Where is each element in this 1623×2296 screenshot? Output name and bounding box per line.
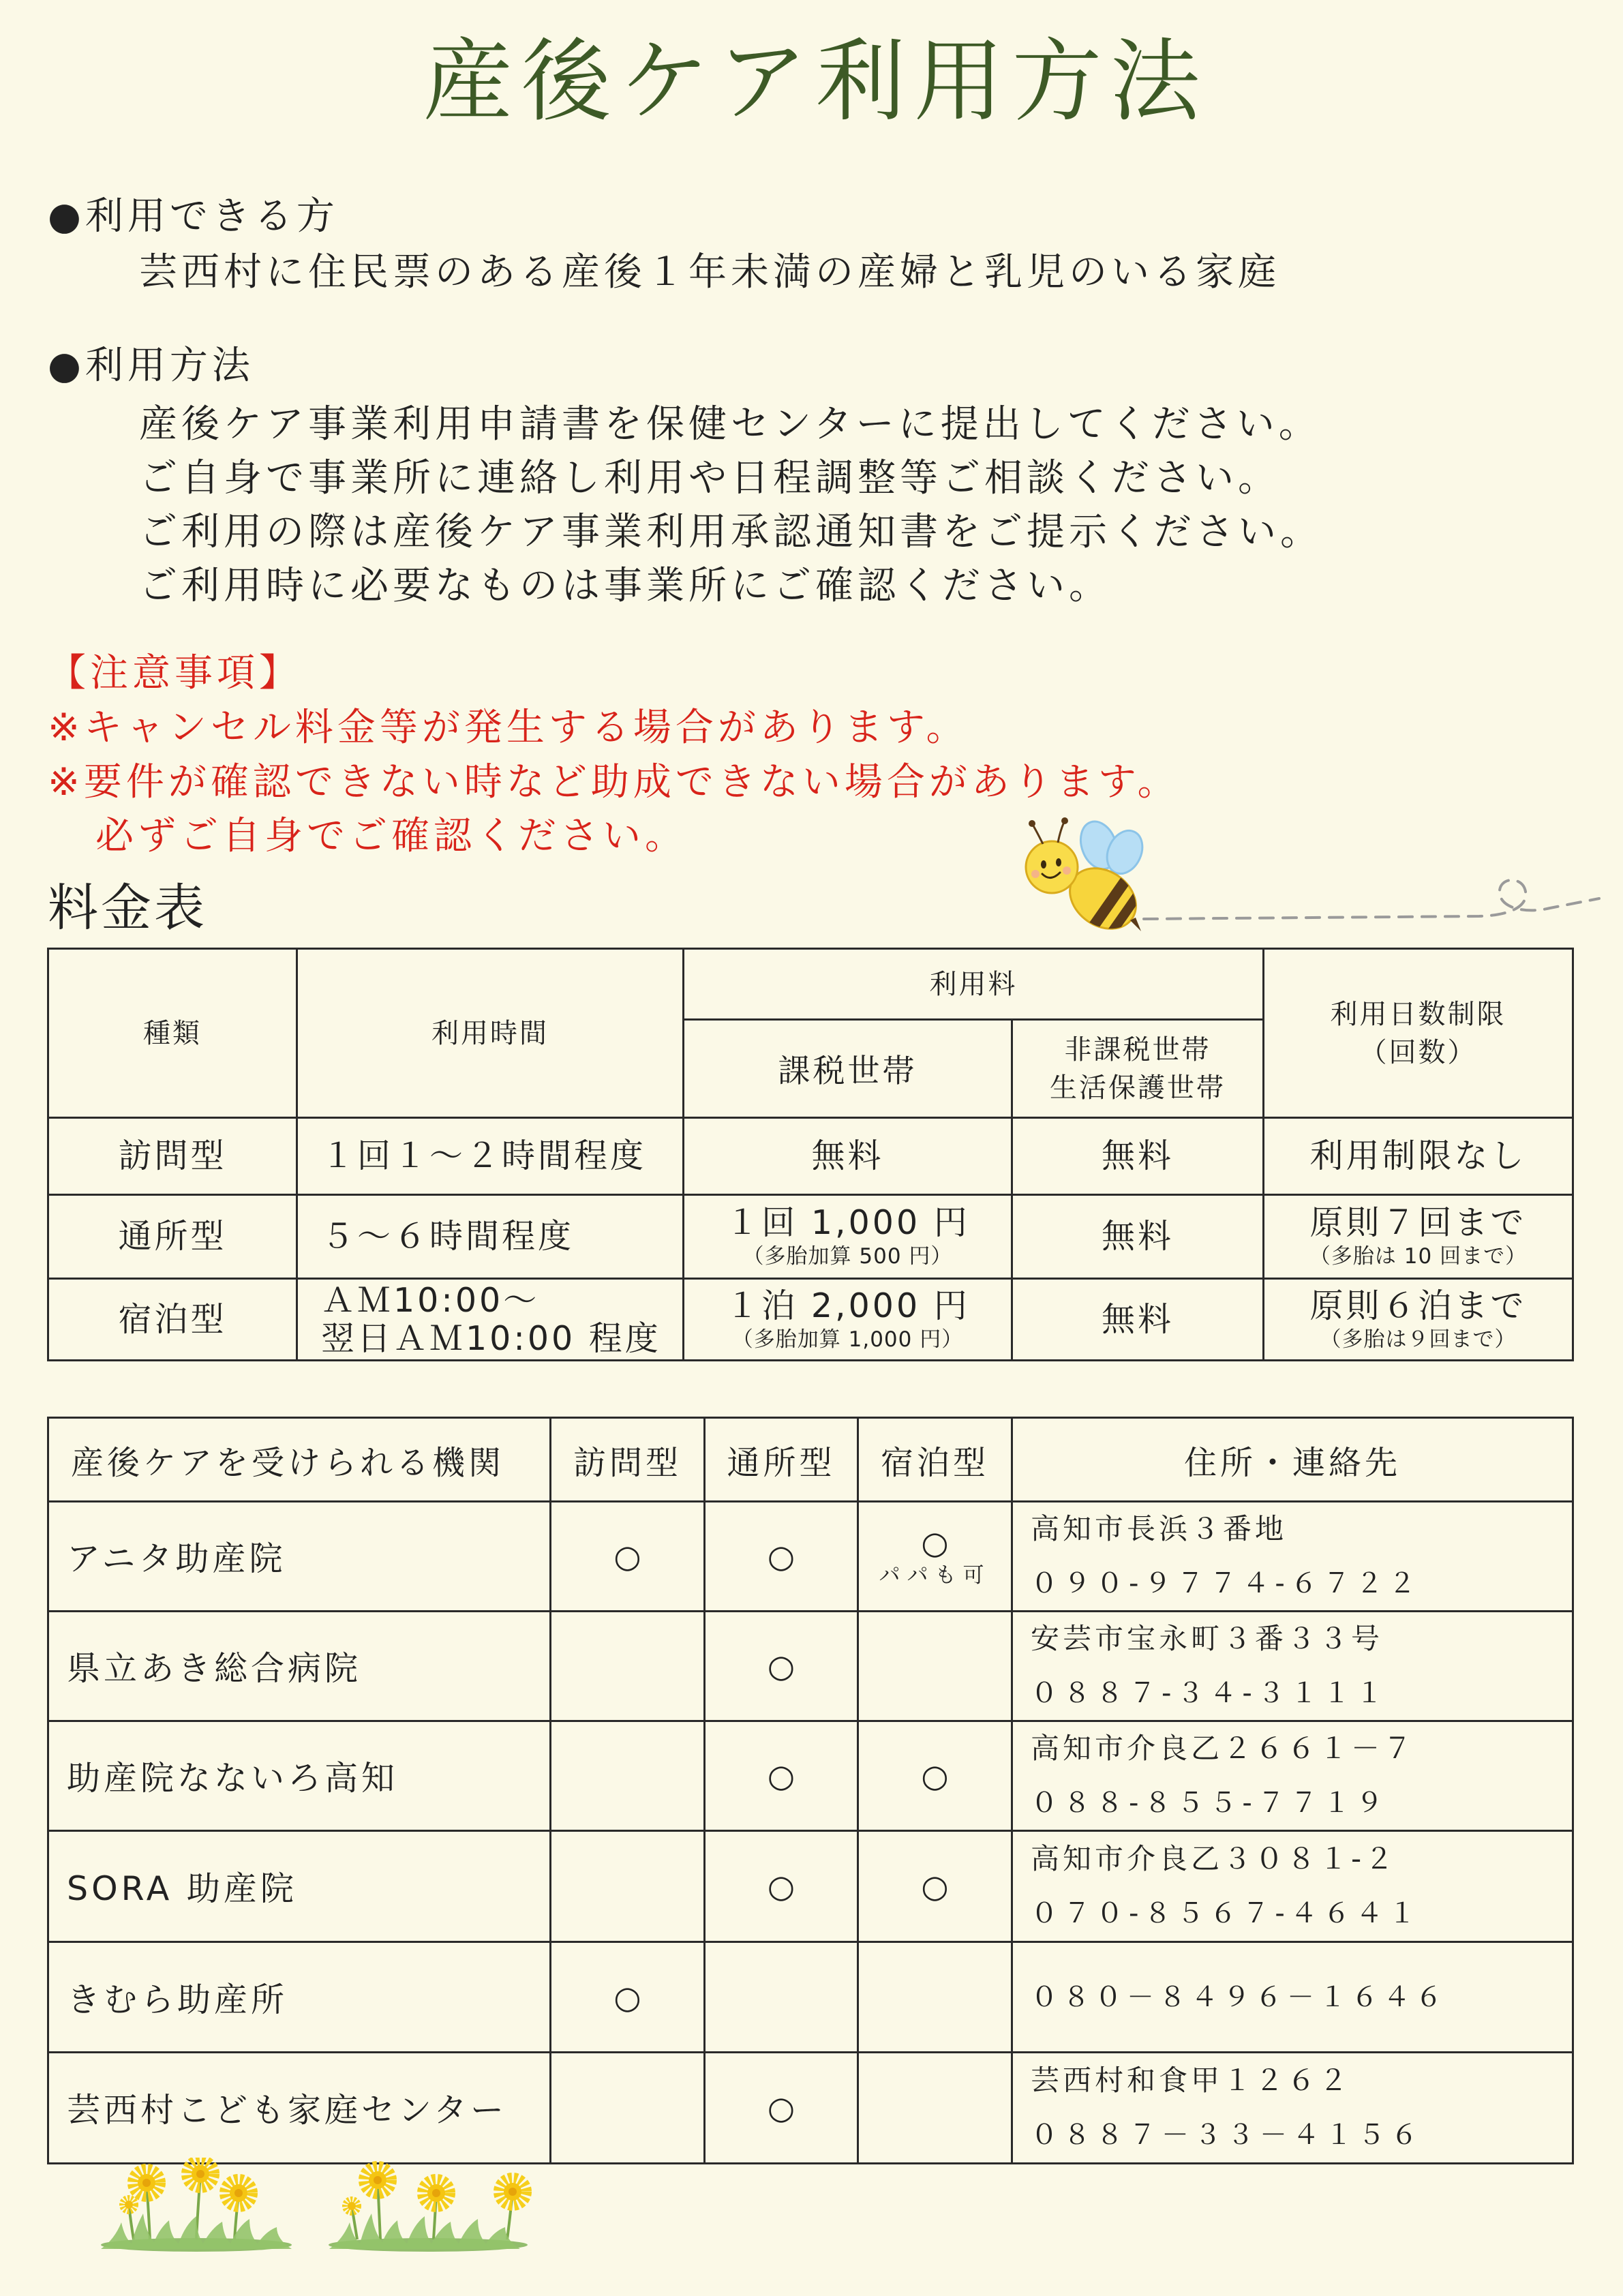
notice-heading: 【注意事項】 bbox=[48, 651, 301, 695]
row-taxed-fee-value: １回 1,000 円 bbox=[725, 1203, 970, 1242]
row-type: 訪問型 bbox=[48, 1118, 297, 1195]
stay-cell bbox=[858, 1502, 1012, 1612]
phone-number: ０７０-８５６７-４６４１ bbox=[1031, 1898, 1421, 1929]
facility-name: アニタ助産院 bbox=[48, 1502, 551, 1612]
header-fee: 利用料 bbox=[684, 949, 1264, 1020]
empty-cell bbox=[551, 2053, 705, 2164]
header-limit bbox=[1264, 949, 1573, 1118]
notice-line: ※要件が確認できない時など助成できない場合があります。 bbox=[48, 760, 1180, 804]
header-contact: 住所・連絡先 bbox=[1012, 1418, 1573, 1502]
phone-number: ０８０－８４９６－１６４６ bbox=[1031, 1981, 1447, 2013]
row-time-line: 翌日ＡＭ10:00 程度 bbox=[321, 1318, 661, 1358]
row-limit bbox=[1264, 1279, 1573, 1361]
table-row bbox=[48, 1502, 1573, 1612]
address: 高知市長浜３番地 bbox=[1031, 1512, 1288, 1545]
day-mark: ○ bbox=[705, 1831, 858, 1942]
address: 芸西村和食甲１２６２ bbox=[1031, 2064, 1352, 2097]
usage-line: 産後ケア事業利用申請書を保健センターに提出してください。 bbox=[139, 402, 1321, 447]
row-taxed-fee bbox=[684, 1195, 1012, 1279]
empty-cell bbox=[551, 1831, 705, 1942]
empty-cell bbox=[551, 1721, 705, 1831]
visit-mark: ○ bbox=[551, 1942, 705, 2053]
empty-cell bbox=[858, 1942, 1012, 2053]
contact-cell bbox=[1012, 1942, 1573, 2053]
table-row bbox=[48, 1279, 1573, 1361]
row-limit-value: 原則７回まで bbox=[1309, 1203, 1527, 1242]
facility-name: 芸西村こども家庭センター bbox=[48, 2053, 551, 2164]
facility-name: SORA 助産院 bbox=[48, 1831, 551, 1942]
fee-table-header-row bbox=[48, 949, 1573, 1020]
notice-line: ※キャンセル料金等が発生する場合があります。 bbox=[48, 706, 969, 750]
row-taxed-fee-note: （多胎加算 500 円） bbox=[742, 1244, 953, 1269]
usage-line: ご自身で事業所に連絡し利用や日程調整等ご相談ください。 bbox=[139, 456, 1280, 500]
phone-number: ０８８７-３４-３１１１ bbox=[1031, 1678, 1389, 1709]
row-type: 通所型 bbox=[48, 1195, 297, 1279]
phone-number: ０８８-８５５-７７１９ bbox=[1031, 1787, 1389, 1819]
stay-mark: ○ bbox=[858, 1831, 1012, 1942]
fee-table-title: 料金表 bbox=[48, 879, 207, 937]
table-row bbox=[48, 1118, 1573, 1195]
stay-note: パパも可 bbox=[879, 1563, 991, 1588]
header-limit-sub: （回数） bbox=[1359, 1036, 1477, 1068]
page-title: 産後ケア利用方法 bbox=[423, 29, 1209, 134]
day-mark: ○ bbox=[705, 1721, 858, 1831]
row-limit-note: （多胎は９回まで） bbox=[1320, 1327, 1517, 1352]
contact-cell bbox=[1012, 2053, 1573, 2164]
facility-name: 県立あき総合病院 bbox=[48, 1612, 551, 1721]
row-limit: 利用制限なし bbox=[1264, 1118, 1573, 1195]
facility-name: 助産院なないろ高知 bbox=[48, 1721, 551, 1831]
header-visit: 訪問型 bbox=[551, 1418, 705, 1502]
row-non-taxed-fee: 無料 bbox=[1012, 1279, 1264, 1361]
empty-cell bbox=[551, 1612, 705, 1721]
header-time: 利用時間 bbox=[297, 949, 684, 1118]
header-non-taxed bbox=[1012, 1020, 1264, 1118]
row-taxed-fee-value: １泊 2,000 円 bbox=[725, 1286, 970, 1325]
facility-table bbox=[47, 1417, 1574, 2164]
contact-cell bbox=[1012, 1721, 1573, 1831]
phone-number: ０８８７－３３－４１５６ bbox=[1031, 2119, 1423, 2151]
stay-mark: ○ bbox=[921, 1524, 949, 1561]
phone-number: ０９０-９７７４-６７２２ bbox=[1031, 1568, 1421, 1599]
stay-mark: ○ bbox=[858, 1721, 1012, 1831]
row-taxed-fee bbox=[684, 1279, 1012, 1361]
row-limit-value: 原則６泊まで bbox=[1309, 1286, 1527, 1325]
row-limit-note: （多胎は 10 回まで） bbox=[1309, 1244, 1528, 1269]
eligibility-heading: ●利用できる方 bbox=[48, 194, 339, 239]
row-limit bbox=[1264, 1195, 1573, 1279]
row-non-taxed-fee: 無料 bbox=[1012, 1118, 1264, 1195]
header-non-taxed-label: 非課税世帯 bbox=[1064, 1033, 1211, 1066]
empty-cell bbox=[858, 2053, 1012, 2164]
contact-cell bbox=[1012, 1831, 1573, 1942]
table-row bbox=[48, 1942, 1573, 2053]
header-welfare-label: 生活保護世帯 bbox=[1050, 1072, 1226, 1104]
address: 高知市介良乙３０８１-２ bbox=[1031, 1842, 1397, 1875]
facility-name: きむら助産所 bbox=[48, 1942, 551, 2053]
header-facility-name: 産後ケアを受けられる機関 bbox=[48, 1418, 551, 1502]
day-mark: ○ bbox=[705, 2053, 858, 2164]
dashed-flight-path bbox=[1138, 866, 1609, 934]
visit-mark: ○ bbox=[551, 1502, 705, 1612]
header-limit-label: 利用日数制限 bbox=[1330, 998, 1506, 1030]
row-type: 宿泊型 bbox=[48, 1279, 297, 1361]
row-time: ５～６時間程度 bbox=[297, 1195, 684, 1279]
address: 安芸市宝永町３番３３号 bbox=[1031, 1622, 1384, 1655]
row-time: １回１～２時間程度 bbox=[297, 1118, 684, 1195]
usage-line: ご利用時に必要なものは事業所にご確認ください。 bbox=[139, 564, 1111, 608]
fee-table bbox=[47, 948, 1574, 1361]
dandelion-illustration bbox=[95, 2158, 545, 2253]
contact-cell bbox=[1012, 1612, 1573, 1721]
day-mark: ○ bbox=[705, 1502, 858, 1612]
facility-table-header-row bbox=[48, 1418, 1573, 1502]
table-row bbox=[48, 1831, 1573, 1942]
bee-illustration bbox=[1016, 811, 1152, 941]
header-taxed: 課税世帯 bbox=[684, 1020, 1012, 1118]
header-day: 通所型 bbox=[705, 1418, 858, 1502]
row-taxed-fee-note: （多胎加算 1,000 円） bbox=[731, 1327, 964, 1352]
notice-line: 必ずご自身でご確認ください。 bbox=[95, 814, 687, 858]
address: 高知市介良乙２６６１－７ bbox=[1031, 1732, 1416, 1765]
table-row bbox=[48, 1612, 1573, 1721]
table-row bbox=[48, 1195, 1573, 1279]
row-time-line: ＡＭ10:00～ bbox=[321, 1280, 540, 1320]
usage-line: ご利用の際は産後ケア事業利用承認通知書をご提示ください。 bbox=[139, 510, 1322, 554]
header-stay: 宿泊型 bbox=[858, 1418, 1012, 1502]
row-taxed-fee: 無料 bbox=[684, 1118, 1012, 1195]
row-non-taxed-fee: 無料 bbox=[1012, 1195, 1264, 1279]
header-type: 種類 bbox=[48, 949, 297, 1118]
usage-heading: ●利用方法 bbox=[48, 344, 254, 388]
empty-cell bbox=[858, 1612, 1012, 1721]
table-row bbox=[48, 1721, 1573, 1831]
empty-cell bbox=[705, 1942, 858, 2053]
contact-cell bbox=[1012, 1502, 1573, 1612]
eligibility-text: 芸西村に住民票のある産後１年未満の産婦と乳児のいる家庭 bbox=[139, 250, 1280, 294]
row-time bbox=[297, 1279, 684, 1361]
day-mark: ○ bbox=[705, 1612, 858, 1721]
table-row bbox=[48, 2053, 1573, 2164]
